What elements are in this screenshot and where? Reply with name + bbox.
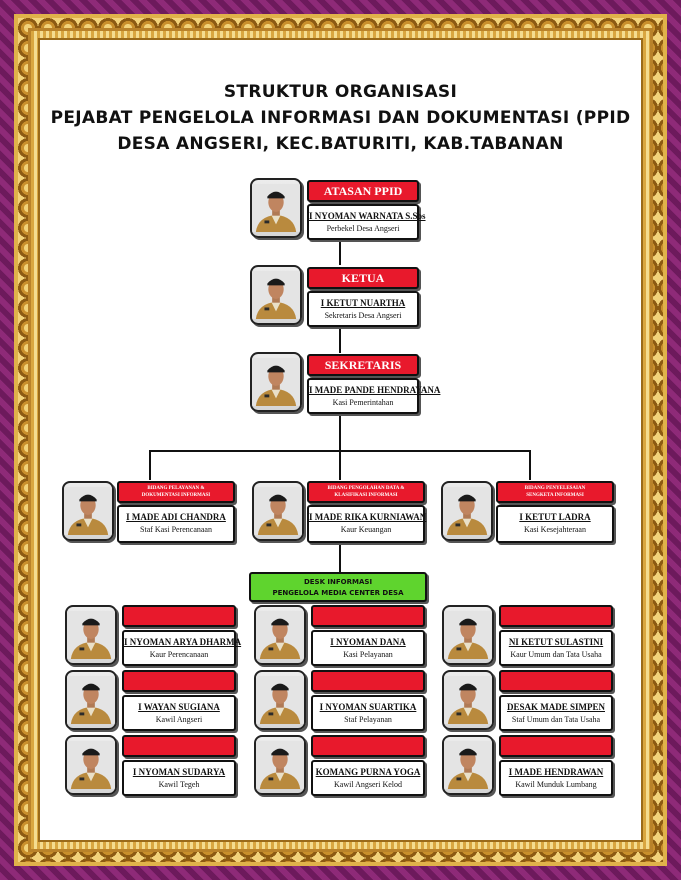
person-name: I MADE RIKA KURNIAWAN: [309, 512, 427, 522]
person-name: I NYOMAN SUDARYA: [132, 767, 226, 777]
person-position: Kawil Angseri Kelod: [334, 780, 402, 789]
person-photo: [441, 481, 493, 541]
title-line-1: STRUKTUR ORGANISASI: [223, 82, 458, 102]
person-name: NI KETUT SULASTINI: [508, 637, 604, 647]
person-photo: [65, 670, 117, 730]
role-label: [499, 735, 613, 757]
person-position: Kawil Munduk Lumbang: [515, 780, 597, 789]
person-info: [122, 760, 236, 796]
role-label-line-2: KLASIFIKASI INFORMASI: [334, 493, 398, 498]
person-info: [307, 204, 426, 240]
role-label-line-1: BIDANG PENYELESAIAN: [524, 486, 586, 491]
person-info: [499, 760, 613, 796]
person-photo-icon: [256, 672, 304, 728]
person-info: [499, 695, 613, 731]
person-position: Kaur Perencanaan: [149, 650, 209, 659]
role-label-line-2: DOKUMENTASI INFORMASI: [141, 493, 211, 498]
person-photo: [250, 352, 302, 412]
role-label-line-1: BIDANG PENGOLAHAN DATA &: [327, 486, 405, 491]
person-photo: [250, 178, 302, 238]
connector-division-center: [339, 450, 341, 480]
person-photo-icon: [256, 607, 304, 663]
person-info: [122, 630, 242, 666]
person-name: I NYOMAN DANA: [330, 637, 406, 647]
person-name: I NYOMAN ARYA DHARMA: [124, 637, 242, 647]
person-info: [311, 760, 425, 796]
person-info: [307, 378, 441, 414]
title-line-3: DESA ANGSERI, KEC.BATURITI, KAB.TABANAN: [117, 134, 564, 154]
title-line-2: PEJABAT PENGELOLA INFORMASI DAN DOKUMENTASI (PPID: [50, 108, 631, 128]
role-label: [122, 605, 236, 627]
person-name: I KETUT LADRA: [519, 512, 591, 522]
person-position: Kawil Angseri: [155, 715, 203, 724]
role-label: [307, 354, 419, 376]
person-photo: [62, 481, 114, 541]
role-label: [496, 481, 614, 503]
connector-division-right: [529, 450, 531, 480]
person-name: I KETUT NUARTHA: [320, 298, 406, 308]
role-label: [117, 481, 235, 503]
person-photo: [254, 605, 306, 665]
person-photo: [442, 670, 494, 730]
person-photo: [65, 605, 117, 665]
role-label-line-1: ATASAN PPID: [323, 184, 403, 198]
desk-line-2: PENGELOLA MEDIA CENTER DESA: [272, 589, 404, 597]
role-label: [122, 670, 236, 692]
role-label: [311, 735, 425, 757]
role-label-line-2: SENGKETA INFORMASI: [526, 493, 584, 498]
person-position: Staf Umum dan Tata Usaha: [511, 715, 601, 724]
person-name: I MADE PANDE HENDRAYANA: [309, 385, 441, 395]
person-name: I MADE ADI CHANDRA: [126, 512, 226, 522]
person-position: Sekretaris Desa Angseri: [324, 311, 402, 320]
person-position: Kaur Keuangan: [340, 525, 392, 534]
role-label: [311, 670, 425, 692]
person-photo: [442, 735, 494, 795]
person-photo: [65, 735, 117, 795]
role-label: [122, 735, 236, 757]
role-label: [311, 605, 425, 627]
person-info: [496, 505, 614, 543]
role-label: [307, 481, 425, 503]
person-position: Kaur Umum dan Tata Usaha: [510, 650, 602, 659]
role-label-line-1: SEKRETARIS: [324, 358, 402, 372]
person-photo-icon: [252, 354, 300, 410]
role-label: [307, 180, 419, 202]
person-photo-icon: [443, 483, 491, 539]
person-position: Kasi Kesejahteraan: [524, 525, 586, 534]
connector-ketua-sekretaris: [339, 329, 341, 353]
person-photo-icon: [252, 267, 300, 323]
person-position: Staf Kasi Perencanaan: [140, 525, 212, 534]
person-info: [122, 695, 236, 731]
connector-sekretaris-down: [339, 416, 341, 450]
person-photo: [252, 481, 304, 541]
person-name: DESAK MADE SIMPEN: [506, 702, 605, 712]
role-label-line-1: KETUA: [341, 271, 385, 285]
person-photo-icon: [256, 737, 304, 793]
person-name: I MADE HENDRAWAN: [508, 767, 604, 777]
person-name: I NYOMAN WARNATA S.Sos: [309, 211, 426, 221]
connector-atasan-ketua: [339, 241, 341, 265]
person-photo-icon: [444, 607, 492, 663]
person-info: [117, 505, 235, 543]
person-photo-icon: [67, 607, 115, 663]
desk-informasi-box: [249, 572, 427, 602]
person-photo-icon: [64, 483, 112, 539]
desk-line-1: DESK INFORMASI: [303, 578, 373, 586]
person-name: KOMANG PURNA YOGA: [315, 767, 421, 777]
person-info: [307, 291, 419, 327]
person-name: I WAYAN SUGIANA: [138, 702, 220, 712]
role-label: [499, 605, 613, 627]
connector-division-left: [149, 450, 151, 480]
person-photo-icon: [67, 737, 115, 793]
person-photo: [250, 265, 302, 325]
person-position: Kasi Pelayanan: [343, 650, 393, 659]
person-photo-icon: [252, 180, 300, 236]
person-position: Staf Pelayanan: [344, 715, 392, 724]
person-info: [311, 695, 425, 731]
person-info: [307, 505, 425, 543]
person-photo-icon: [444, 672, 492, 728]
person-name: I NYOMAN SUARTIKA: [319, 702, 417, 712]
person-info: [311, 630, 425, 666]
person-photo: [254, 670, 306, 730]
person-position: Perbekel Desa Angseri: [326, 224, 400, 233]
role-label: [499, 670, 613, 692]
connector-division-desk: [339, 545, 341, 572]
person-photo: [254, 735, 306, 795]
person-position: Kawil Tegeh: [158, 780, 200, 789]
person-info: [499, 630, 613, 666]
person-photo-icon: [444, 737, 492, 793]
person-photo-icon: [254, 483, 302, 539]
role-label: [307, 267, 419, 289]
person-photo-icon: [67, 672, 115, 728]
person-position: Kasi Pemerintahan: [332, 398, 394, 407]
person-photo: [442, 605, 494, 665]
role-label-line-1: BIDANG PELAYANAN &: [147, 486, 205, 491]
